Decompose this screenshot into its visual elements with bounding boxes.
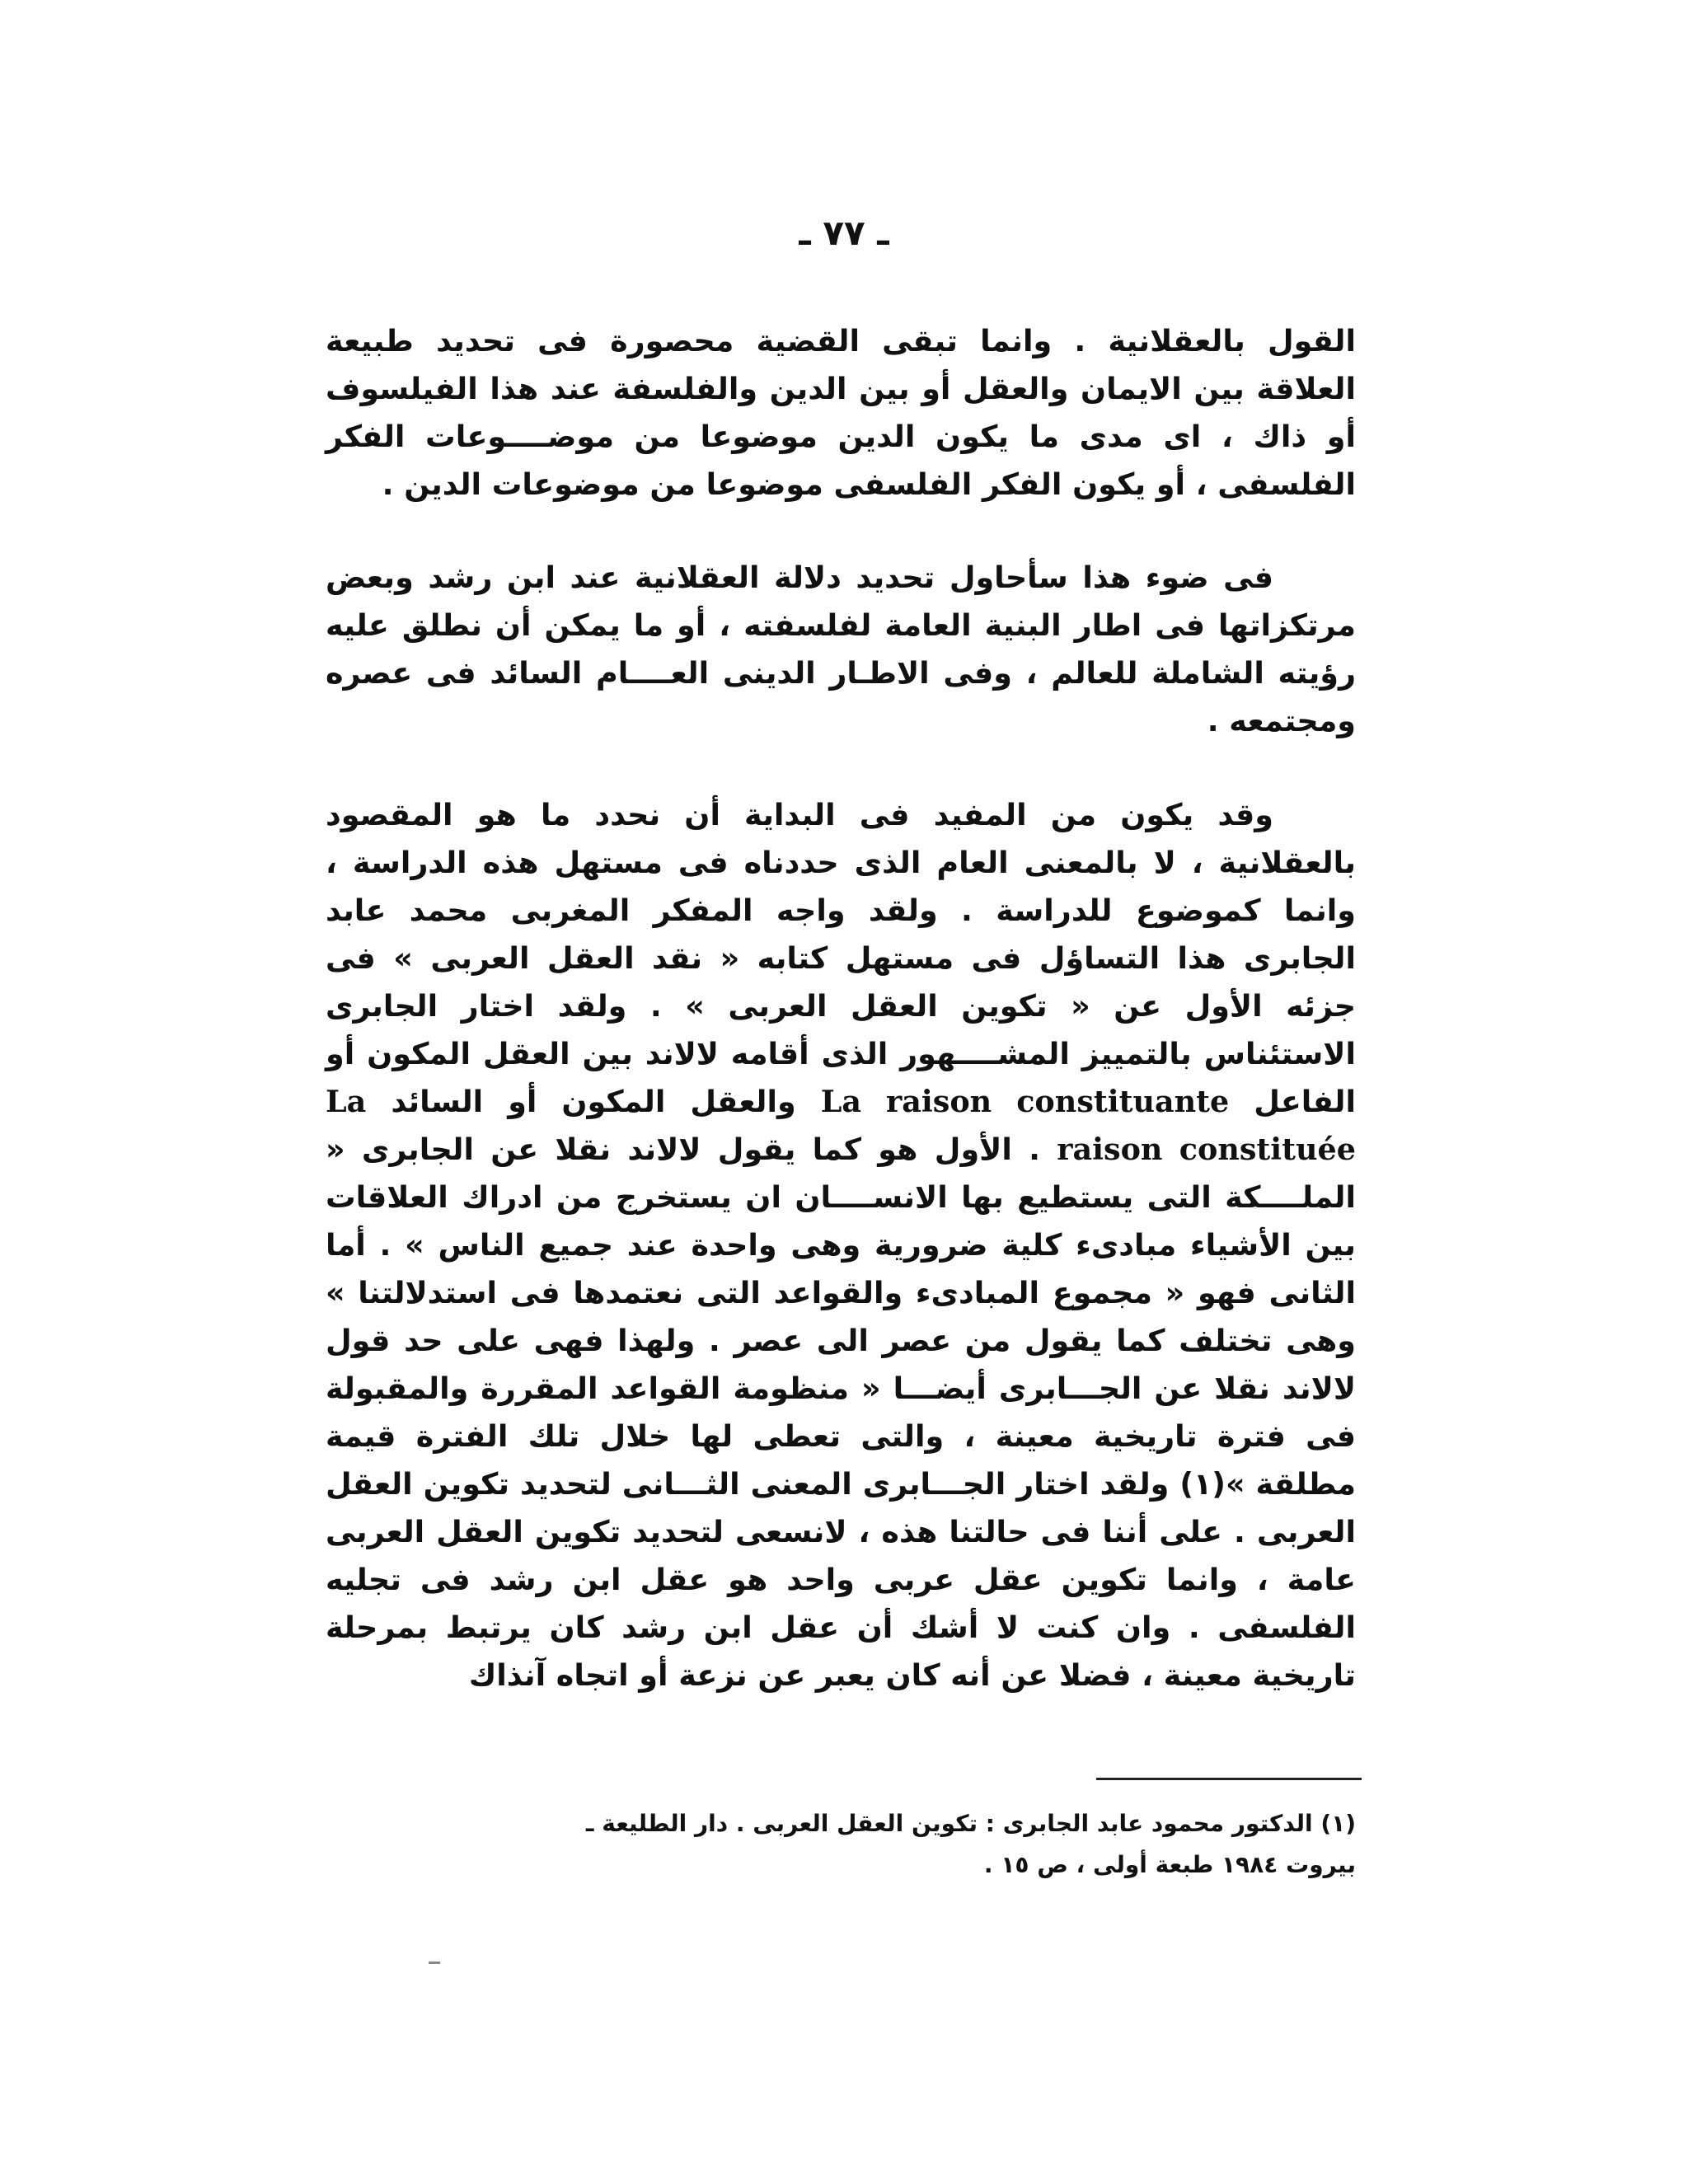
paragraph-2 — [326, 554, 1356, 745]
paragraph-3-part-a: وقد يكون من المفيد فى البداية أن نحدد ما هو المقصود بالعقلانية ، لا بالمعنى العام الذى حددناه فى مستهل هذه الدراسة ، وانما كموضوع للدراسة . ولقد واجه المفكر المغربى محمد عابد الجابرى هذا التساؤل فى مستهل كتابه « نقد العقل العربى » فى جزئه الأول عن « تكوين العقل العربى » . ولقد اختار الجابرى الاستئناس بالتمييز المشــــهور الذى أقامه لالاند بين العقل المكون أو الفاعل — [326, 797, 1356, 1119]
footnote-line-2: بيروت ١٩٨٤ طبعة أولى ، ص ١٥ . — [983, 1851, 1356, 1878]
footnote — [326, 1803, 1356, 1886]
paragraph-1 — [326, 317, 1356, 509]
paragraph-3-part-c: . الأول هو كما يقول لالاند نقلا عن الجابرى « الملــــكة التى يستطيع بها الانســــان ان يستخرج من ادراك العلاقات بين الأشياء مبادىء كلية ضرورية وهى واحدة عند جميع الناس » . أما الثانى فهو « مجموع المبادىء والقواعد التى نعتمدها فى استدلالتنا » وهى تختلف كما يقول من عصر الى عصر . ولهذا فهى على حد قول لالاند نقلا عن الجـــابرى أيضـــا « منظومة القواعد المقررة والمقبولة فى فترة تاريخية معينة ، والتى تعطى لها خلال تلك الفترة قيمة مطلقة »(١) ولقد اختار الجـــابرى المعنى الثـــانى لتحديد تكوين العقل العربى . على أننا فى حالتنا هذه ، لانسعى لتحديد تكوين العقل العربى عامة ، وانما تكوين عقل عربى واحد هو عقل ابن رشد فى تجليه الفلسفى . وان كنت لا أشك أن عقل ابن رشد كان يرتبط بمرحلة تاريخية معينة ، فضلا عن أنه كان يعبر عن نزعة أو اتجاه آنذاك — [326, 1132, 1356, 1693]
footnote-line-1: (١) الدكتور محمود عابد الجابرى : تكوين العقل العربى . دار الطليعة ـ — [585, 1810, 1356, 1837]
paragraph-3-text — [326, 791, 1356, 1699]
latin-term-constituee: La raison constituée — [326, 1084, 1356, 1167]
page-number: ـ ٧٧ ـ — [799, 213, 889, 253]
paragraph-3-part-b: والعقل المكون أو السائد — [391, 1084, 796, 1119]
paragraph-3 — [326, 791, 1356, 1699]
paragraph-2-text: فى ضوء هذا سأحاول تحديد دلالة العقلانية عند ابن رشد وبعض مرتكزاتها فى اطار البنية العامة لفلسفته ، أو ما يمكن أن نطلق عليه رؤيته الشاملة للعالم ، وفى الاطـار الدينى العــــام السائد فى عصره ومجتمعه . — [326, 560, 1356, 738]
footnote-divider — [1096, 1778, 1362, 1780]
paragraph-1-text: القول بالعقلانية . وانما تبقى القضية محصورة فى تحديد طبيعة العلاقة بين الايمان والعقل أو بين الدين والفلسفة عند هذا الفيلسوف أو ذاك ، اى مدى ما يكون الدين موضوعا من موضــــوعات الفكر الفلسفى ، أو يكون الفكر الفلسفى موضوعا من موضوعات الدين . — [326, 323, 1356, 502]
scan-speck — [429, 1961, 440, 1964]
latin-term-constituante: La raison constituante — [820, 1084, 1230, 1119]
